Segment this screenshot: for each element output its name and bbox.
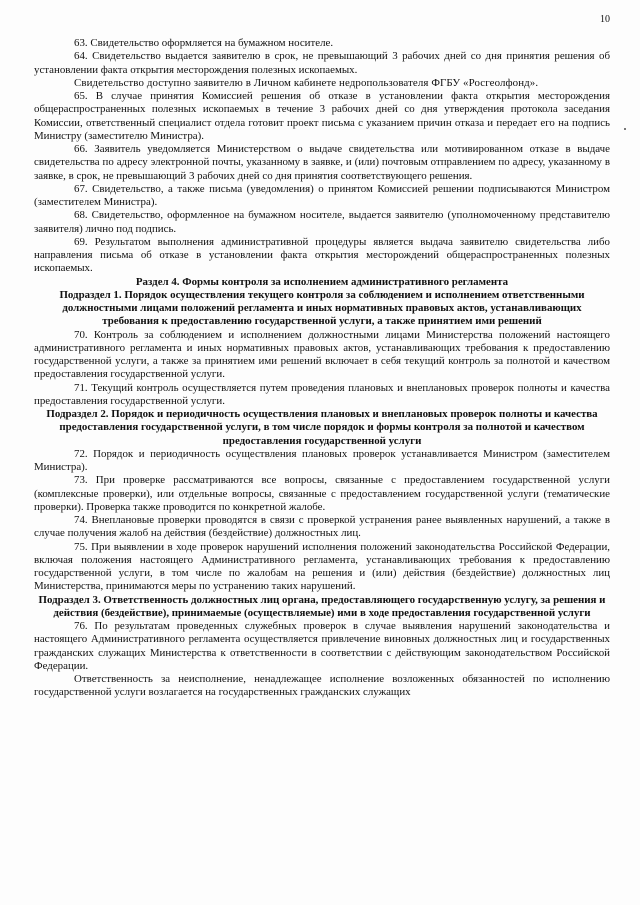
paragraph-76: 76. По результатам проведенных служебных проверок в случае выявления нарушений законодательства и настоящего Административного регламента осуществляется привлечение виновных должностных лиц и государственных гражданских служащих Министерства к ответственности в соответствии с действующим законодательством Российской Федерации.: [34, 620, 610, 672]
paragraph-73: 73. При проверке рассматриваются все вопросы, связанные с предоставлением государственной услуги (комплексные проверки), или отдельные вопросы, связанные с предоставлением государственной услуги (тематические проверки). Проверка также проводится по конкретной жалобе.: [34, 474, 610, 513]
subsection-2-heading: Подраздел 2. Порядок и периодичность осуществления плановых и внеплановых проверок полноты и качества предоставления государственной услуги, в том числе порядок и формы контроля за полнотой и качеством предоставления государственной услуги: [46, 408, 598, 447]
paragraph-67: 67. Свидетельство, а также письма (уведомления) о принятом Комиссией решении подписываются Министром (заместителем Министра).: [34, 182, 610, 208]
document-body: [34, 37, 610, 700]
paragraph-certificate-access: Свидетельство доступно заявителю в Личном кабинете недропользователя ФГБУ «Росгеолфонд».: [74, 76, 539, 89]
paragraph-75: 75. При выявлении в ходе проверок нарушений исполнения положений законодательства Российской Федерации, включая положения настоящего Административного регламента, устанавливающих требования к предоставлению государственной услуги, в том числе по жалобам на решения и (или) действия (бездействие) должностных лиц Министерства, принимаются меры по устранению таких нарушений.: [34, 540, 610, 593]
paragraph-66: 66. Заявитель уведомляется Министерством о выдаче свидетельства или мотивированном отказе в выдаче свидетельства по адресу электронной почты, указанному в заявке, и (или) почтовым отправлением по адресу, указанному в заявке, в срок, не превышающий 3 рабочих дней со дня принятия соответствующего решения.: [34, 143, 610, 182]
paragraph-70: 70. Контроль за соблюдением и исполнением должностными лицами Министерства положений настоящего административного регламента и иных нормативных правовых актов, устанавливающих требования к предоставлению государственной услуги, а также за принятием ими решений включает в себя текущий контроль за полнотой и качеством предоставления государственной услуги.: [34, 328, 610, 381]
subsection-3-heading: Подраздел 3. Ответственность должностных лиц органа, предоставляющего государственную услугу, за решения и действия (бездействие), принимаемые (осуществляемые) ими в ходе предоставления государственной услуги: [38, 593, 606, 619]
subsection-1-heading: Подраздел 1. Порядок осуществления текущего контроля за соблюдением и исполнением ответственными должностными лицами положений регламента и иных нормативных правовых актов, устанавливающих требования к предоставлению государственной услуги, а также принятием ими решений: [59, 288, 585, 328]
page-number: 10: [600, 14, 610, 25]
section-4-heading: Раздел 4. Формы контроля за исполнением административного регламента: [135, 275, 509, 288]
paragraph-68: 68. Свидетельство, оформленное на бумажном носителе, выдается заявителю (уполномоченному представителю заявителя) лично под подпись.: [34, 209, 610, 235]
paragraph-69: 69. Результатом выполнения административной процедуры является выдача заявителю свидетельства либо направления письма об отказе в установлении факта открытия месторождений общераспространенных полезных ископаемых.: [34, 235, 610, 275]
paragraph-72: 72. Порядок и периодичность осуществления плановых проверок устанавливается Министром (заместителем Министра).: [34, 447, 610, 473]
paragraph-63: 63. Свидетельство оформляется на бумажном носителе.: [74, 37, 334, 49]
paragraph-liability: Ответственность за неисполнение, ненадлежащее исполнение возложенных обязанностей по исполнению государственной услуги возлагается на государственных гражданских служащих: [34, 673, 610, 699]
paragraph-64: 64. Свидетельство выдается заявителю в срок, не превышающий 3 рабочих дней со дня принятия решения об установлении факта открытия месторождения полезных ископаемых.: [34, 50, 610, 76]
paragraph-74: 74. Внеплановые проверки проводятся в связи с проверкой устранения ранее выявленных нарушений, а также в случае получения жалоб на действия (бездействие) должностных лиц.: [34, 514, 610, 540]
paragraph-65: 65. В случае принятия Комиссией решения об отказе в установлении факта открытия месторождения общераспространенных полезных ископаемых в течение 3 рабочих дней со дня утверждения протокола заседания Комиссии, ответственный специалист отдела готовит проект письма с указанием причин отказа и передает его на подпись Министру (заместителю Министра).: [34, 90, 610, 142]
paragraph-71: 71. Текущий контроль осуществляется путем проведения плановых и внеплановых проверок полноты и качества предоставления государственной услуги.: [34, 381, 610, 407]
scan-speck: [624, 128, 626, 130]
